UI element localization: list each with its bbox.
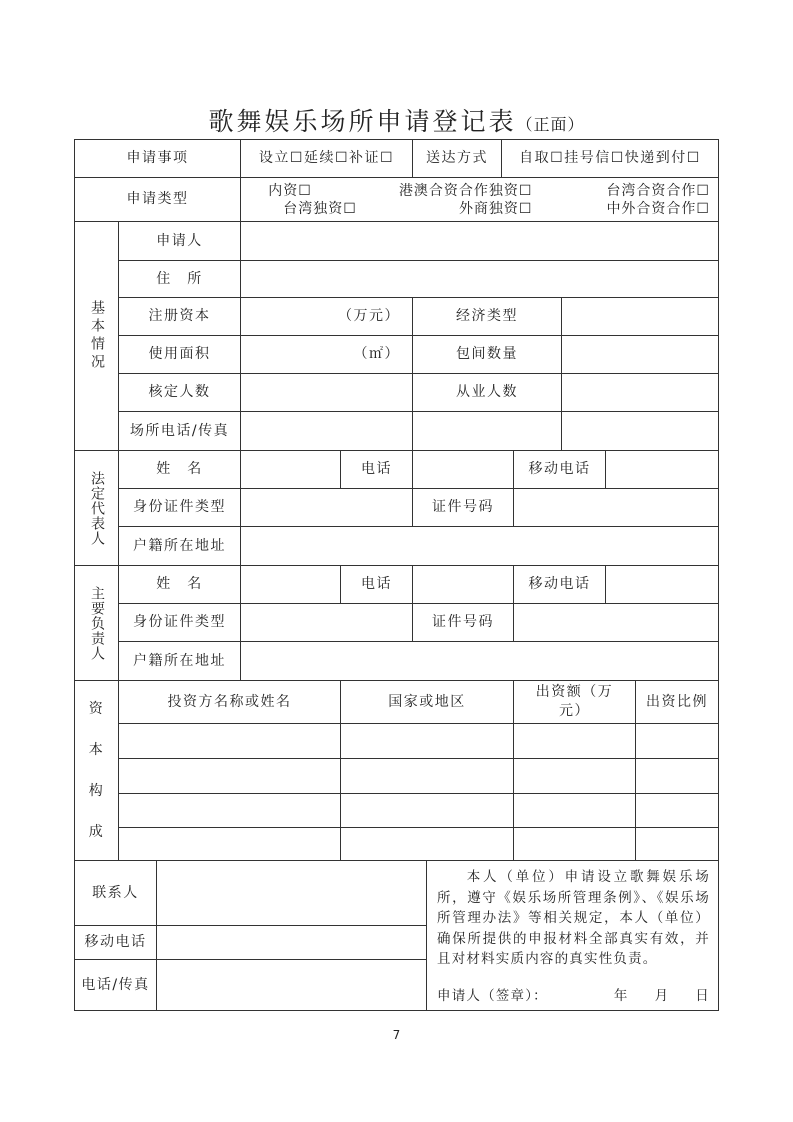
- capital-cell-investor[interactable]: [118, 793, 341, 828]
- legal-rep-mobile-label: 移动电话: [513, 450, 606, 489]
- principal-name-label: 姓 名: [118, 565, 241, 604]
- capital-cell-country[interactable]: [340, 723, 514, 759]
- capital-cell-investor[interactable]: [118, 827, 341, 861]
- legal-rep-id-type-field[interactable]: [240, 488, 413, 527]
- section-capital-char: 本: [88, 742, 105, 759]
- capital-cell-investor[interactable]: [118, 758, 341, 794]
- legal-rep-name-field[interactable]: [240, 450, 341, 489]
- section-legal-rep: 法定代表人: [74, 450, 119, 566]
- date-year: 年: [613, 987, 629, 1004]
- contact-person-field[interactable]: [156, 860, 427, 926]
- option-domestic[interactable]: 内资☐: [268, 182, 312, 199]
- applicant-field[interactable]: [240, 221, 719, 261]
- legal-rep-hukou-label: 户籍所在地址: [118, 526, 241, 566]
- principal-phone-field[interactable]: [412, 565, 514, 604]
- principal-id-type-field[interactable]: [240, 603, 413, 642]
- principal-mobile-label: 移动电话: [513, 565, 606, 604]
- principal-mobile-field[interactable]: [605, 565, 719, 604]
- section-capital-char: 成: [88, 823, 105, 840]
- capital-cell-ratio[interactable]: [635, 723, 719, 759]
- venue-phone-fax-label: 场所电话/传真: [118, 411, 241, 451]
- contact-person-label: 联系人: [74, 860, 157, 926]
- signature-date: [588, 986, 710, 1007]
- venue-extra-field[interactable]: [561, 411, 719, 451]
- form-title-main: 歌舞娱乐场所申请登记表: [208, 107, 517, 136]
- legal-rep-id-no-label: 证件号码: [412, 488, 514, 527]
- capital-cell-investor[interactable]: [118, 723, 341, 759]
- capital-cell-amount[interactable]: [513, 758, 636, 794]
- capital-cell-amount[interactable]: [513, 827, 636, 861]
- capital-header-investor: 投资方名称或姓名: [118, 680, 341, 724]
- staff-field[interactable]: [561, 373, 719, 412]
- date-day: 日: [695, 987, 710, 1004]
- capital-cell-amount[interactable]: [513, 723, 636, 759]
- rooms-field[interactable]: [561, 335, 719, 374]
- section-principal: 主要负责人: [74, 565, 119, 681]
- principal-name-field[interactable]: [240, 565, 341, 604]
- signature-label: 申请人（签章）：: [437, 987, 548, 1004]
- application-item-label: 申请事项: [74, 139, 241, 178]
- legal-rep-mobile-field[interactable]: [605, 450, 719, 489]
- application-item-options[interactable]: 设立☐延续☐补证☐: [240, 139, 413, 178]
- page-number: 7: [392, 1028, 401, 1042]
- delivery-method-options[interactable]: 自取☐挂号信☐快递到付☐: [501, 139, 719, 178]
- capital-cell-country[interactable]: [340, 827, 514, 861]
- application-type-row-2: [255, 200, 710, 218]
- principal-hukou-field[interactable]: [240, 641, 719, 681]
- principal-id-no-field[interactable]: [513, 603, 719, 642]
- reg-capital-label: 注册资本: [118, 297, 241, 336]
- econ-type-field[interactable]: [561, 297, 719, 336]
- reg-capital-field[interactable]: [240, 297, 413, 336]
- application-type-options[interactable]: [240, 177, 719, 222]
- signature-line: [437, 986, 710, 1007]
- area-field[interactable]: [240, 335, 413, 374]
- capital-cell-amount[interactable]: [513, 793, 636, 828]
- section-capital-char: 构: [88, 782, 105, 799]
- option-hk-macao[interactable]: 港澳合资合作独资☐: [398, 182, 533, 199]
- principal-hukou-label: 户籍所在地址: [118, 641, 241, 681]
- capital-header-amount: 出资额（万元）: [513, 680, 636, 724]
- capital-cell-country[interactable]: [340, 758, 514, 794]
- capacity-field[interactable]: [240, 373, 413, 412]
- venue-fax-field[interactable]: [412, 411, 562, 451]
- rooms-label: 包间数量: [412, 335, 562, 374]
- area-label: 使用面积: [118, 335, 241, 374]
- section-capital: [74, 680, 119, 861]
- application-type-row-1: [255, 182, 710, 200]
- capital-cell-ratio[interactable]: [635, 793, 719, 828]
- option-taiwan-joint[interactable]: 台湾合资合作☐: [606, 182, 710, 199]
- legal-rep-name-label: 姓 名: [118, 450, 241, 489]
- legal-rep-id-no-field[interactable]: [513, 488, 719, 527]
- legal-rep-hukou-field[interactable]: [240, 526, 719, 566]
- area-unit: （㎡）: [353, 346, 400, 363]
- capital-cell-ratio[interactable]: [635, 827, 719, 861]
- declaration-box: [426, 860, 719, 1011]
- date-month: 月: [654, 987, 670, 1004]
- contact-phone-fax-field[interactable]: [156, 959, 427, 1011]
- section-capital-char: 资: [88, 701, 105, 718]
- legal-rep-phone-label: 电话: [340, 450, 413, 489]
- application-type-label: 申请类型: [74, 177, 241, 222]
- contact-phone-fax-label: 电话/传真: [74, 959, 157, 1011]
- legal-rep-phone-field[interactable]: [412, 450, 514, 489]
- address-field[interactable]: [240, 260, 719, 298]
- option-foreign-sole[interactable]: 外商独资☐: [458, 200, 533, 217]
- venue-phone-field[interactable]: [240, 411, 413, 451]
- legal-rep-id-type-label: 身份证件类型: [118, 488, 241, 527]
- capacity-label: 核定人数: [118, 373, 241, 412]
- applicant-label: 申请人: [118, 221, 241, 261]
- principal-id-type-label: 身份证件类型: [118, 603, 241, 642]
- capital-header-country: 国家或地区: [340, 680, 514, 724]
- staff-label: 从业人数: [412, 373, 562, 412]
- capital-cell-country[interactable]: [340, 793, 514, 828]
- address-label: 住 所: [118, 260, 241, 298]
- declaration-text: 本人（单位）申请设立歌舞娱乐场所，遵守《娱乐场所管理条例》、《娱乐场所管理办法》等相关规定，本人（单位）确保所提供的申报材料全部真实有效，并且对材料实质内容的真实性负责。: [437, 869, 710, 967]
- form-title-suffix: （正面）: [516, 115, 585, 134]
- capital-cell-ratio[interactable]: [635, 758, 719, 794]
- principal-phone-label: 电话: [340, 565, 413, 604]
- contact-mobile-label: 移动电话: [74, 925, 157, 960]
- form-title: [0, 102, 793, 138]
- option-taiwan-sole[interactable]: 台湾独资☐: [283, 200, 357, 217]
- option-sino-foreign[interactable]: 中外合资合作☐: [606, 200, 710, 217]
- capital-header-ratio: 出资比例: [635, 680, 719, 724]
- contact-mobile-field[interactable]: [156, 925, 427, 960]
- econ-type-label: 经济类型: [412, 297, 562, 336]
- section-basic-info: 基本情况: [74, 221, 119, 451]
- reg-capital-unit: （万元）: [338, 308, 400, 325]
- principal-id-no-label: 证件号码: [412, 603, 514, 642]
- delivery-method-label: 送达方式: [412, 139, 502, 178]
